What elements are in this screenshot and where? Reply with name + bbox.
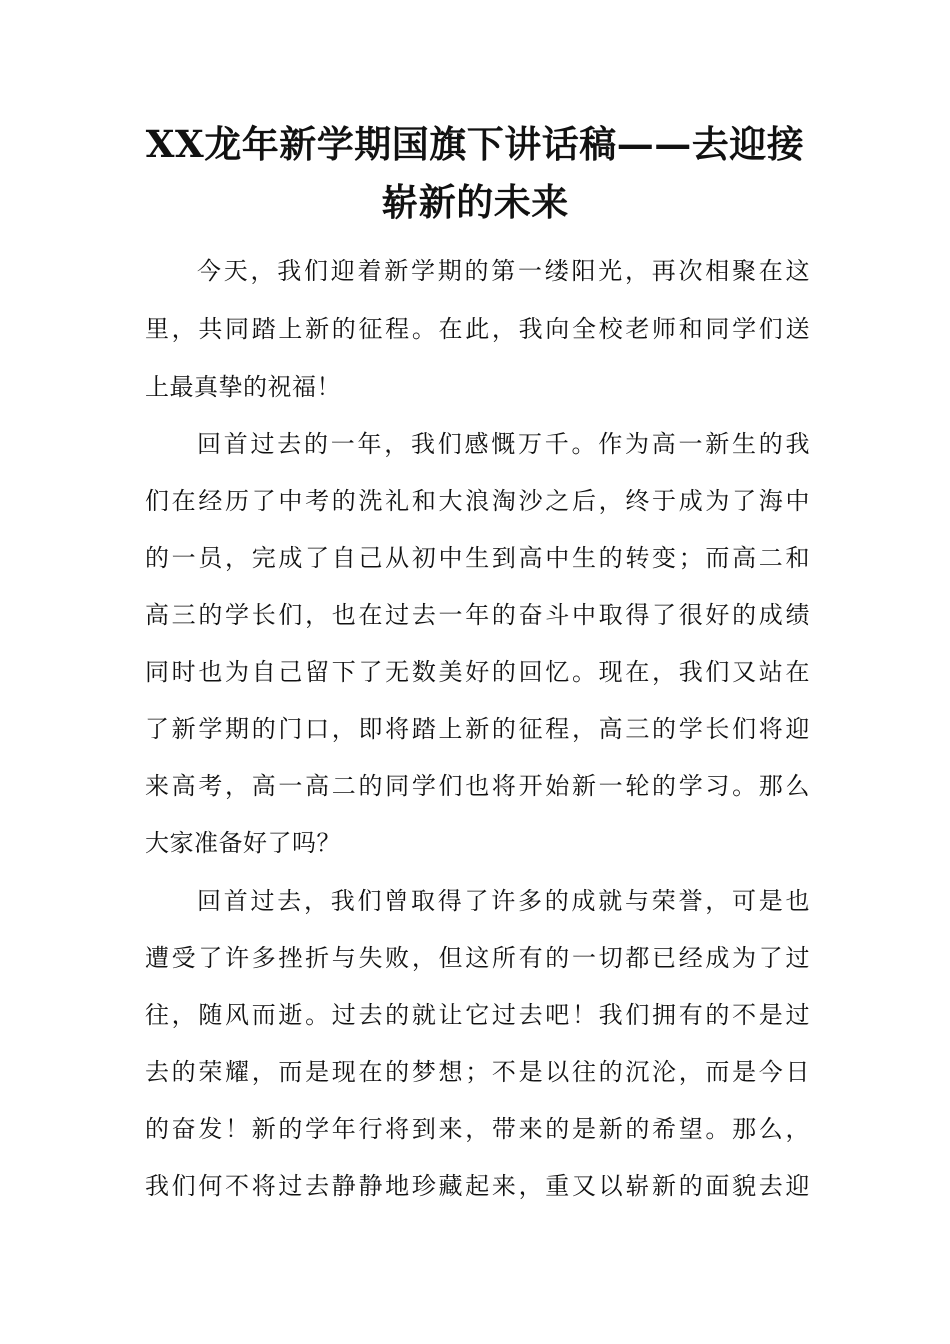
paragraph-line: 往，随风而逝。过去的就让它过去吧！我们拥有的不是过	[145, 1001, 810, 1029]
paragraph-line: 我们何不将过去静静地珍藏起来，重又以崭新的面貌去迎	[145, 1172, 810, 1200]
paragraph-line: 高三的学长们，也在过去一年的奋斗中取得了很好的成绩	[145, 601, 810, 629]
paragraph-line: 们在经历了中考的洗礼和大浪淘沙之后，终于成为了海中	[145, 487, 810, 515]
paragraph-line: 今天，我们迎着新学期的第一缕阳光，再次相聚在这	[197, 257, 810, 285]
document-title-line-1: XX龙年新学期国旗下讲话稿——去迎接	[145, 122, 805, 166]
paragraph-line: 的一员，完成了自己从初中生到高中生的转变；而高二和	[145, 544, 810, 572]
paragraph-line: 去的荣耀，而是现在的梦想；不是以往的沉沦，而是今日	[145, 1058, 810, 1086]
paragraph-line: 遭受了许多挫折与失败，但这所有的一切都已经成为了过	[145, 944, 810, 972]
paragraph-line: 回首过去的一年，我们感慨万千。作为高一新生的我	[197, 430, 810, 458]
paragraph-line: 来高考，高一高二的同学们也将开始新一轮的学习。那么	[145, 772, 810, 800]
paragraph-line: 同时也为自己留下了无数美好的回忆。现在，我们又站在	[145, 658, 810, 686]
paragraph-line: 上最真挚的祝福！	[145, 373, 341, 401]
paragraph-line: 大家准备好了吗？	[145, 829, 341, 857]
paragraph-line: 的奋发！新的学年行将到来，带来的是新的希望。那么，	[145, 1115, 810, 1143]
document-title-line-2: 崭新的未来	[381, 180, 569, 224]
paragraph-line: 里，共同踏上新的征程。在此，我向全校老师和同学们送	[145, 315, 810, 343]
paragraph-line: 回首过去，我们曾取得了许多的成就与荣誉，可是也	[197, 887, 810, 915]
paragraph-line: 了新学期的门口，即将踏上新的征程，高三的学长们将迎	[145, 715, 810, 743]
